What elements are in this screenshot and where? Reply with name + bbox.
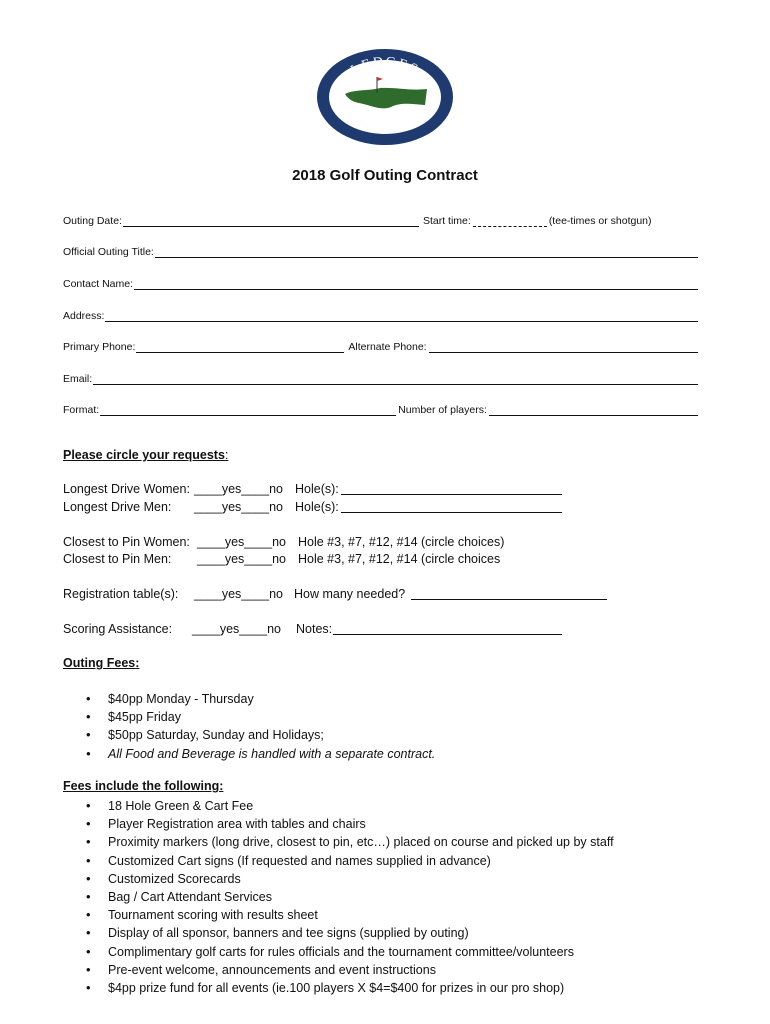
request-label: Closest to Pin Women: [63,535,190,549]
yes-no-choice[interactable]: ____yes____no [194,500,283,514]
holes-field[interactable] [341,482,562,495]
format-field[interactable] [100,404,396,416]
requests-heading-text: Please circle your requests [63,448,225,462]
ledges-golf-club-logo [315,47,455,147]
include-item: • Bag / Cart Attendant Services [108,888,614,906]
email-field[interactable] [93,373,698,385]
contact-name-field[interactable] [134,278,698,290]
request-detail: Notes: [296,622,333,636]
number-of-players-label: Number of players: [398,404,487,416]
fee-item: • $45pp Friday [108,708,435,726]
no-option[interactable]: no [269,482,283,496]
contact-name-label: Contact Name: [63,278,134,290]
address-label: Address: [63,310,105,322]
request-detail: Hole(s): [295,482,339,496]
yes-no-choice[interactable]: ____yes____no [194,587,283,601]
no-option[interactable]: no [269,500,283,514]
yes-no-choice[interactable]: ____yes____no [197,552,286,566]
primary-phone-label: Primary Phone: [63,341,136,353]
yes-option[interactable]: yes [224,535,245,549]
outing-date-label: Outing Date: [63,215,122,227]
holes-field[interactable] [341,500,562,513]
request-label: Longest Drive Men: [63,500,172,514]
yes-option[interactable]: yes [219,622,240,636]
include-item: • Proximity markers (long drive, closest to pin, etc…) placed on course and picked up by staff [108,833,614,851]
yes-no-choice[interactable]: ____yes____no [194,482,283,496]
email-row [63,369,698,385]
yes-option[interactable]: yes [221,587,242,601]
request-detail: How many needed? [294,587,406,601]
request-detail: Hole #3, #7, #12, #14 (circle choices) [298,535,505,549]
include-item: • Customized Scorecards [108,870,614,888]
official-title-field[interactable] [155,246,698,258]
no-option[interactable]: no [272,552,286,566]
include-item: • 18 Hole Green & Cart Fee [108,797,614,815]
no-option[interactable]: no [272,535,286,549]
include-item: • Customized Cart signs (If requested and names supplied in advance) [108,852,614,870]
include-item: • Tournament scoring with results sheet [108,906,614,924]
outing-fees-list [108,690,435,763]
phone-row [63,337,698,353]
email-label: Email: [63,373,93,385]
request-label: Longest Drive Women: [63,482,190,496]
alternate-phone-label: Alternate Phone: [348,341,427,353]
notes-field[interactable] [333,622,562,635]
yes-no-choice[interactable]: ____yes____no [192,622,281,636]
number-of-players-field[interactable] [489,404,698,416]
include-item: • Pre-event welcome, announcements and event instructions [108,961,614,979]
address-field[interactable] [105,310,698,322]
logo-top-text: LEDGES [348,54,422,79]
requests-heading-colon: : [224,448,229,462]
official-title-row [63,242,698,258]
outing-date-row [63,211,698,227]
outing-fees-heading [63,656,139,670]
fee-item-note: • All Food and Beverage is handled with a separate contract. [108,745,435,763]
yes-option[interactable]: yes [221,482,242,496]
address-row [63,306,698,322]
no-option[interactable]: no [269,587,283,601]
start-time-field[interactable] [473,215,547,227]
request-label: Closest to Pin Men: [63,552,172,566]
start-time-note: (tee-times or shotgun) [548,215,652,227]
fees-include-list [108,797,614,997]
include-item: • Player Registration area with tables and chairs [108,815,614,833]
how-many-needed-field[interactable] [411,587,607,600]
contact-name-row [63,274,698,290]
request-label: Scoring Assistance: [63,622,173,636]
fee-item: • $40pp Monday - Thursday [108,690,435,708]
request-label: Registration table(s): [63,587,179,601]
outing-fees-heading-text: Outing Fees [63,656,136,670]
official-title-label: Official Outing Title: [63,246,154,258]
yes-option[interactable]: yes [224,552,245,566]
format-row [63,400,698,416]
alternate-phone-field[interactable] [429,341,698,353]
include-item: • $4pp prize fund for all events (ie.100 players X $4=$400 for prizes in our pro shop) [108,979,614,997]
format-label: Format: [63,404,100,416]
contract-title: 2018 Golf Outing Contract [292,167,478,184]
logo-bottom-text: Golf Club [360,111,410,130]
request-detail: Hole(s): [295,500,339,514]
start-time-label: Start time: [422,215,471,227]
include-item: • Complimentary golf carts for rules officials and the tournament committee/volunteers [108,943,614,961]
requests-heading [63,448,228,462]
outing-date-field[interactable] [123,215,419,227]
yes-option[interactable]: yes [221,500,242,514]
no-option[interactable]: no [267,622,281,636]
yes-no-choice[interactable]: ____yes____no [197,535,286,549]
request-detail: Hole #3, #7, #12, #14 (circle choices [298,552,501,566]
outing-fees-heading-colon: : [135,656,140,670]
fees-include-heading: Fees include the following: [63,779,224,793]
include-item: • Display of all sponsor, banners and tee signs (supplied by outing) [108,924,614,942]
fee-item: • $50pp Saturday, Sunday and Holidays; [108,726,435,744]
primary-phone-field[interactable] [136,341,344,353]
